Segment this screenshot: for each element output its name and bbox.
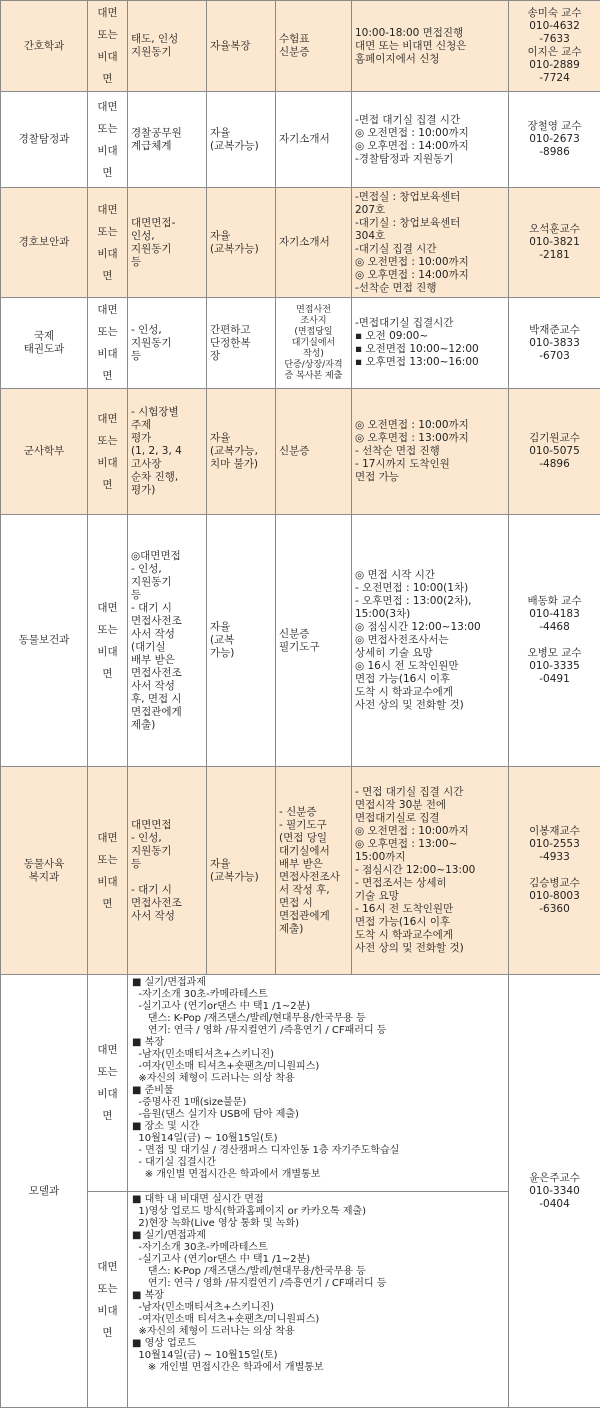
interview-notes: - 면접 대기실 집결 시간 면접시작 30분 전에 면접대기실로 집결 ◎ 오전면접 : 10:00까지 ◎ 오후면접 : 13:00~ 15:00까지 - 점심시간 12:00~13:00 - 면접조서는 상세히 기술 요망 - 16시 전 도착인원만 면접 가능(16시 이후 도착 시 학과교수에게 사전 상의 및 전화할 것) — [352, 767, 509, 975]
department-name: 국제 태권도과 — [1, 298, 88, 389]
interview-notes: -면접 대기실 집결 시간 ◎ 오전면접 : 10:00까지 ◎ 오후면접 : 14:00까지 -경찰탐정과 지원동기 — [352, 92, 509, 188]
interview-mode: 대면 또는 비대 면 — [88, 1192, 128, 1408]
evaluation-content: 태도, 인성 지원동기 — [128, 1, 207, 92]
evaluation-content: ◎대면면접 - 인성, 지원동기 등 - 대기 시 면접사전조 사서 작성 (대기실 배부 받은 면접사전조 사서 작성 후, 면접 시 면접관에게 제출) — [128, 515, 207, 767]
required-items: 면접사전 조사지 (면접당일 대기실에서 작성) 단증/상장/자격 증 복사본 제출 — [276, 298, 352, 389]
table-row — [1, 188, 600, 298]
contact-info: 윤은주교수 010-3340 -0404 — [509, 975, 600, 1408]
dress-code: 자율 (교복 가능) — [207, 515, 276, 767]
contact-info: 오석훈교수 010-3821 -2181 — [509, 188, 600, 298]
department-name: 경호보안과 — [1, 188, 88, 298]
interview-mode: 대면 또는 비대 면 — [88, 975, 128, 1192]
interview-mode: 대면 또는 비대 면 — [88, 389, 128, 515]
contact-info: 송미숙 교수 010-4632 -7633 이지은 교수 010-2889 -7724 — [509, 1, 600, 92]
table-row — [1, 92, 600, 188]
required-items: - 신분증 - 필기도구 (면접 당일 대기실에서 배부 받은 면접사전조사 서 작성 후, 면접 시 면접관에게 제출) — [276, 767, 352, 975]
interview-notes: -면접실 : 창업보육센터 207호 -대기실 : 창업보육센터 304호 -대기실 집결 시간 ◎ 오전면접 : 10:00까지 ◎ 오후면접 : 14:00까지 -선착순 면접 진행 — [352, 188, 509, 298]
interview-mode: 대면 또는 비대 면 — [88, 515, 128, 767]
department-name: 경찰탐정과 — [1, 92, 88, 188]
evaluation-content: - 인성, 지원동기 등 — [128, 298, 207, 389]
interview-notes: ◎ 면접 시작 시간 - 오전면접 : 10:00(1차) - 오후면접 : 13:00(2차), 15:00(3차) ◎ 점심시간 12:00~13:00 ◎ 면접사전조사서는 상세히 기술 요망 ◎ 16시 전 도착인원만 면접 가능(16시 이후 도착 시 학과교수에게 사전 상의 및 전화할 것) — [352, 515, 509, 767]
dress-code: 간편하고 단정한복 장 — [207, 298, 276, 389]
required-items: 자기소개서 — [276, 92, 352, 188]
department-name: 간호학과 — [1, 1, 88, 92]
department-name: 동물사육 복지과 — [1, 767, 88, 975]
interview-notes: ◎ 오전면접 : 10:00까지 ◎ 오후면접 : 13:00까지 - 선착순 면접 진행 - 17시까지 도착인원 면접 가능 — [352, 389, 509, 515]
required-items: 자기소개서 — [276, 188, 352, 298]
contact-info: 박재준교수 010-3833 -6703 — [509, 298, 600, 389]
interview-mode: 대면 또는 비대 면 — [88, 188, 128, 298]
interview-notes: -면접대기실 집결시간 ▪ 오전 09:00~ ▪ 오전면접 10:00~12:00 ▪ 오후면접 13:00~16:00 — [352, 298, 509, 389]
contact-info: 장철영 교수 010-2673 -8986 — [509, 92, 600, 188]
department-name: 군사학부 — [1, 389, 88, 515]
table-row — [1, 975, 600, 1192]
required-items: 신분증 — [276, 389, 352, 515]
interview-mode: 대면 또는 비대 면 — [88, 767, 128, 975]
dress-code: 자율복장 — [207, 1, 276, 92]
table-row — [1, 1, 600, 92]
evaluation-content: 경찰공무원 계급체계 — [128, 92, 207, 188]
contact-info: 김기원교수 010-5075 -4896 — [509, 389, 600, 515]
department-name: 모델과 — [1, 975, 88, 1408]
evaluation-content: 대면면접 - 인성, 지원동기 등 - 대기 시 면접사전조 사서 작성 — [128, 767, 207, 975]
evaluation-content: 대면면접- 인성, 지원동기 등 — [128, 188, 207, 298]
table-row — [1, 298, 600, 389]
table-row — [1, 515, 600, 767]
model-interview-details: ■ 실기/면접과제 -자기소개 30초-카메라테스트 -실기고사 (연기or댄스 中 택1 /1~2분) 댄스: K-Pop /재즈댄스/발레/현대무용/한국무용 등 연기: 연극 / 영화 /뮤지컬연기 /즉흥연기 / CF패러디 등 ■ 복장 -남자(민소매티셔츠+스키니진) -여자(민소매 티셔츠+숏팬츠/미니원피스) ※자신의 체형이 드러나는 의상 착용 ■ 준비물 -증명사진 1매(size불문) -음원(댄스 실기자 USB에 담아 제출) ■ 장소 및 시간 10월14일(금) ~ 10월15일(토) - 면접 및 대기실 / 경산캠퍼스 디자인동 1층 자기주도학습실 - 대기실 집결시간 ※ 개인별 면접시간은 학과에서 개별통보 — [128, 975, 509, 1192]
table-row — [1, 767, 600, 975]
department-name: 동물보건과 — [1, 515, 88, 767]
contact-info: 배동화 교수 010-4183 -4468 오병모 교수 010-3335 -0491 — [509, 515, 600, 767]
contact-info: 이봉재교수 010-2553 -4933 김승병교수 010-8003 -6360 — [509, 767, 600, 975]
dress-code: 자율 (교복가능) — [207, 767, 276, 975]
required-items: 수험표 신분증 — [276, 1, 352, 92]
evaluation-content: - 시험장별 주제 평가 (1, 2, 3, 4 고사장 순차 진행, 평가) — [128, 389, 207, 515]
interview-mode: 대면 또는 비대 면 — [88, 1, 128, 92]
dress-code: 자율 (교복가능) — [207, 188, 276, 298]
dress-code: 자율 (교복가능) — [207, 92, 276, 188]
required-items: 신분증 필기도구 — [276, 515, 352, 767]
interview-mode: 대면 또는 비대 면 — [88, 298, 128, 389]
model-interview-details: ■ 대학 내 비대면 실시간 면접 1)영상 업로드 방식(학과홈페이지 or 카카오톡 제출) 2)현장 녹화(Live 영상 통화 및 녹화) ■ 실기/면접과제 -자기소개 30초-카메라테스트 -실기고사 (연기or댄스 中 택1 /1~2분) 댄스: K-Pop /재즈댄스/발레/현대무용/한국무용 등 연기: 연극 / 영화 /뮤지컬연기 /즉흥연기 / CF패러디 등 ■ 복장 -남자(민소매티셔츠+스키니진) -여자(민소매 티셔츠+숏팬츠/미니원피스) ※자신의 체형이 드러나는 의상 착용 ■ 영상 업로드 10월14일(금) ~ 10월15일(토) ※ 개인별 면접시간은 학과에서 개별통보 — [128, 1192, 509, 1408]
table-row — [1, 389, 600, 515]
interview-mode: 대면 또는 비대 면 — [88, 92, 128, 188]
interview-notes: 10:00-18:00 면접진행 대면 또는 비대면 신청은 홈페이지에서 신청 — [352, 1, 509, 92]
dress-code: 자율 (교복가능, 치마 불가) — [207, 389, 276, 515]
